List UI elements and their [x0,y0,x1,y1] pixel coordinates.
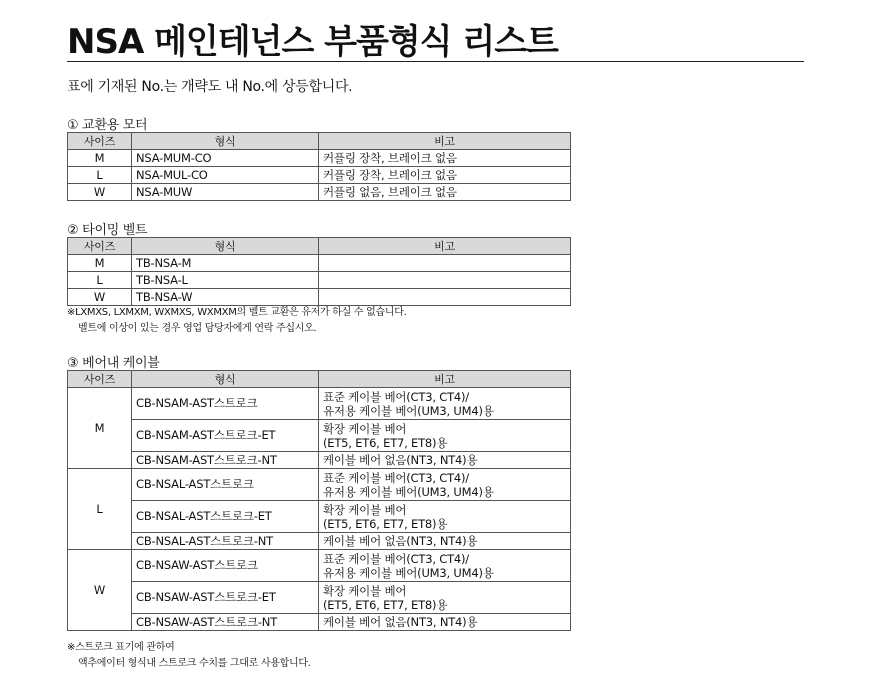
belt-note [67,305,406,337]
model-cell: CB-NSAW-AST스트로크 [132,550,319,582]
page-title: NSA 메인테넌스 부품형식 리스트 [67,22,558,62]
remark-cell [319,582,571,614]
size-cell: W [68,184,132,201]
table-row [68,501,571,533]
size-cell: M [68,255,132,272]
remark-line: 표준 케이블 베어(CT3, CT4)/ [323,551,469,566]
size-cell: W [68,550,132,631]
table-header-row [68,371,571,388]
model-cell: CB-NSAL-AST스트로크-ET [132,501,319,533]
remark-line: 확장 케이블 베어 [323,421,407,436]
table-row [68,150,571,167]
remark-line: (ET5, ET6, ET7, ET8)용 [323,597,448,612]
remark-cell: 케이블 베어 없음(NT3, NT4)용 [319,614,571,631]
remark-line: 유저용 케이블 베어(UM3, UM4)용 [323,484,494,499]
model-cell: NSA-MUM-CO [132,150,319,167]
remark-line: 유저용 케이블 베어(UM3, UM4)용 [323,403,494,418]
remark-cell [319,289,571,306]
intro-text: 표에 기재된 No.는 개략도 내 No.에 상등합니다. [67,79,353,95]
model-cell: CB-NSAW-AST스트로크-NT [132,614,319,631]
remark-cell: 커플링 장착, 브레이크 없음 [319,150,571,167]
table-row [68,272,571,289]
table-row [68,255,571,272]
size-cell: M [68,150,132,167]
size-header: 사이즈 [68,133,132,150]
model-cell: CB-NSAL-AST스트로크 [132,469,319,501]
model-cell: CB-NSAL-AST스트로크-NT [132,533,319,550]
cable-table [67,370,571,631]
table-header-row [68,133,571,150]
section3-title: ③ 베어내 케이블 [67,356,160,371]
table-row [68,533,571,550]
remark-cell [319,501,571,533]
model-header: 형식 [132,133,319,150]
belt-note-line2: 벨트에 이상이 있는 경우 영업 담당자에게 연락 주십시오. [78,323,317,334]
table-row [68,582,571,614]
model-cell: CB-NSAW-AST스트로크-ET [132,582,319,614]
table-row [68,184,571,201]
remark-line: 확장 케이블 베어 [323,502,407,517]
model-cell: NSA-MUL-CO [132,167,319,184]
remark-cell [319,255,571,272]
remark-line: 표준 케이블 베어(CT3, CT4)/ [323,470,469,485]
remark-line: (ET5, ET6, ET7, ET8)용 [323,516,448,531]
model-cell: TB-NSA-W [132,289,319,306]
model-header: 형식 [132,371,319,388]
section1-title: ① 교환용 모터 [67,118,148,133]
size-cell: L [68,272,132,289]
table-row [68,420,571,452]
motor-table [67,132,571,201]
remark-cell: 커플링 장착, 브레이크 없음 [319,167,571,184]
model-cell: CB-NSAM-AST스트로크 [132,388,319,420]
remark-line: 유저용 케이블 베어(UM3, UM4)용 [323,565,494,580]
size-cell: L [68,469,132,550]
model-cell: NSA-MUW [132,184,319,201]
remark-cell: 커플링 없음, 브레이크 없음 [319,184,571,201]
model-cell: CB-NSAM-AST스트로크-ET [132,420,319,452]
remark-cell: 케이블 베어 없음(NT3, NT4)용 [319,533,571,550]
remark-header: 비고 [319,371,571,388]
remark-line: 확장 케이블 베어 [323,583,407,598]
remark-cell [319,550,571,582]
table-row [68,289,571,306]
stroke-note-line2: 액추에이터 형식내 스트로크 수치를 그대로 사용합니다. [78,658,311,669]
size-header: 사이즈 [68,238,132,255]
stroke-note [67,640,311,672]
remark-header: 비고 [319,133,571,150]
table-header-row [68,238,571,255]
section2-title: ② 타이밍 벨트 [67,223,148,238]
size-header: 사이즈 [68,371,132,388]
belt-table [67,237,571,306]
model-cell: TB-NSA-M [132,255,319,272]
remark-cell [319,388,571,420]
size-cell: W [68,289,132,306]
size-cell: M [68,388,132,469]
title-divider [67,61,804,62]
remark-cell [319,420,571,452]
remark-line: 표준 케이블 베어(CT3, CT4)/ [323,389,469,404]
belt-note-line1: ※LXMXS, LXMXM, WXMXS, WXMXM의 벨트 교환은 유저가 하실 수 없습니다. [67,307,407,318]
table-row [68,388,571,420]
table-row [68,614,571,631]
remark-cell: 케이블 베어 없음(NT3, NT4)용 [319,452,571,469]
stroke-note-line1: ※스트로크 표기에 관하여 [67,642,175,653]
remark-cell [319,469,571,501]
remark-cell [319,272,571,289]
remark-header: 비고 [319,238,571,255]
table-row [68,167,571,184]
model-cell: TB-NSA-L [132,272,319,289]
table-row [68,550,571,582]
table-row [68,452,571,469]
remark-line: (ET5, ET6, ET7, ET8)용 [323,435,448,450]
model-cell: CB-NSAM-AST스트로크-NT [132,452,319,469]
table-row [68,469,571,501]
model-header: 형식 [132,238,319,255]
size-cell: L [68,167,132,184]
